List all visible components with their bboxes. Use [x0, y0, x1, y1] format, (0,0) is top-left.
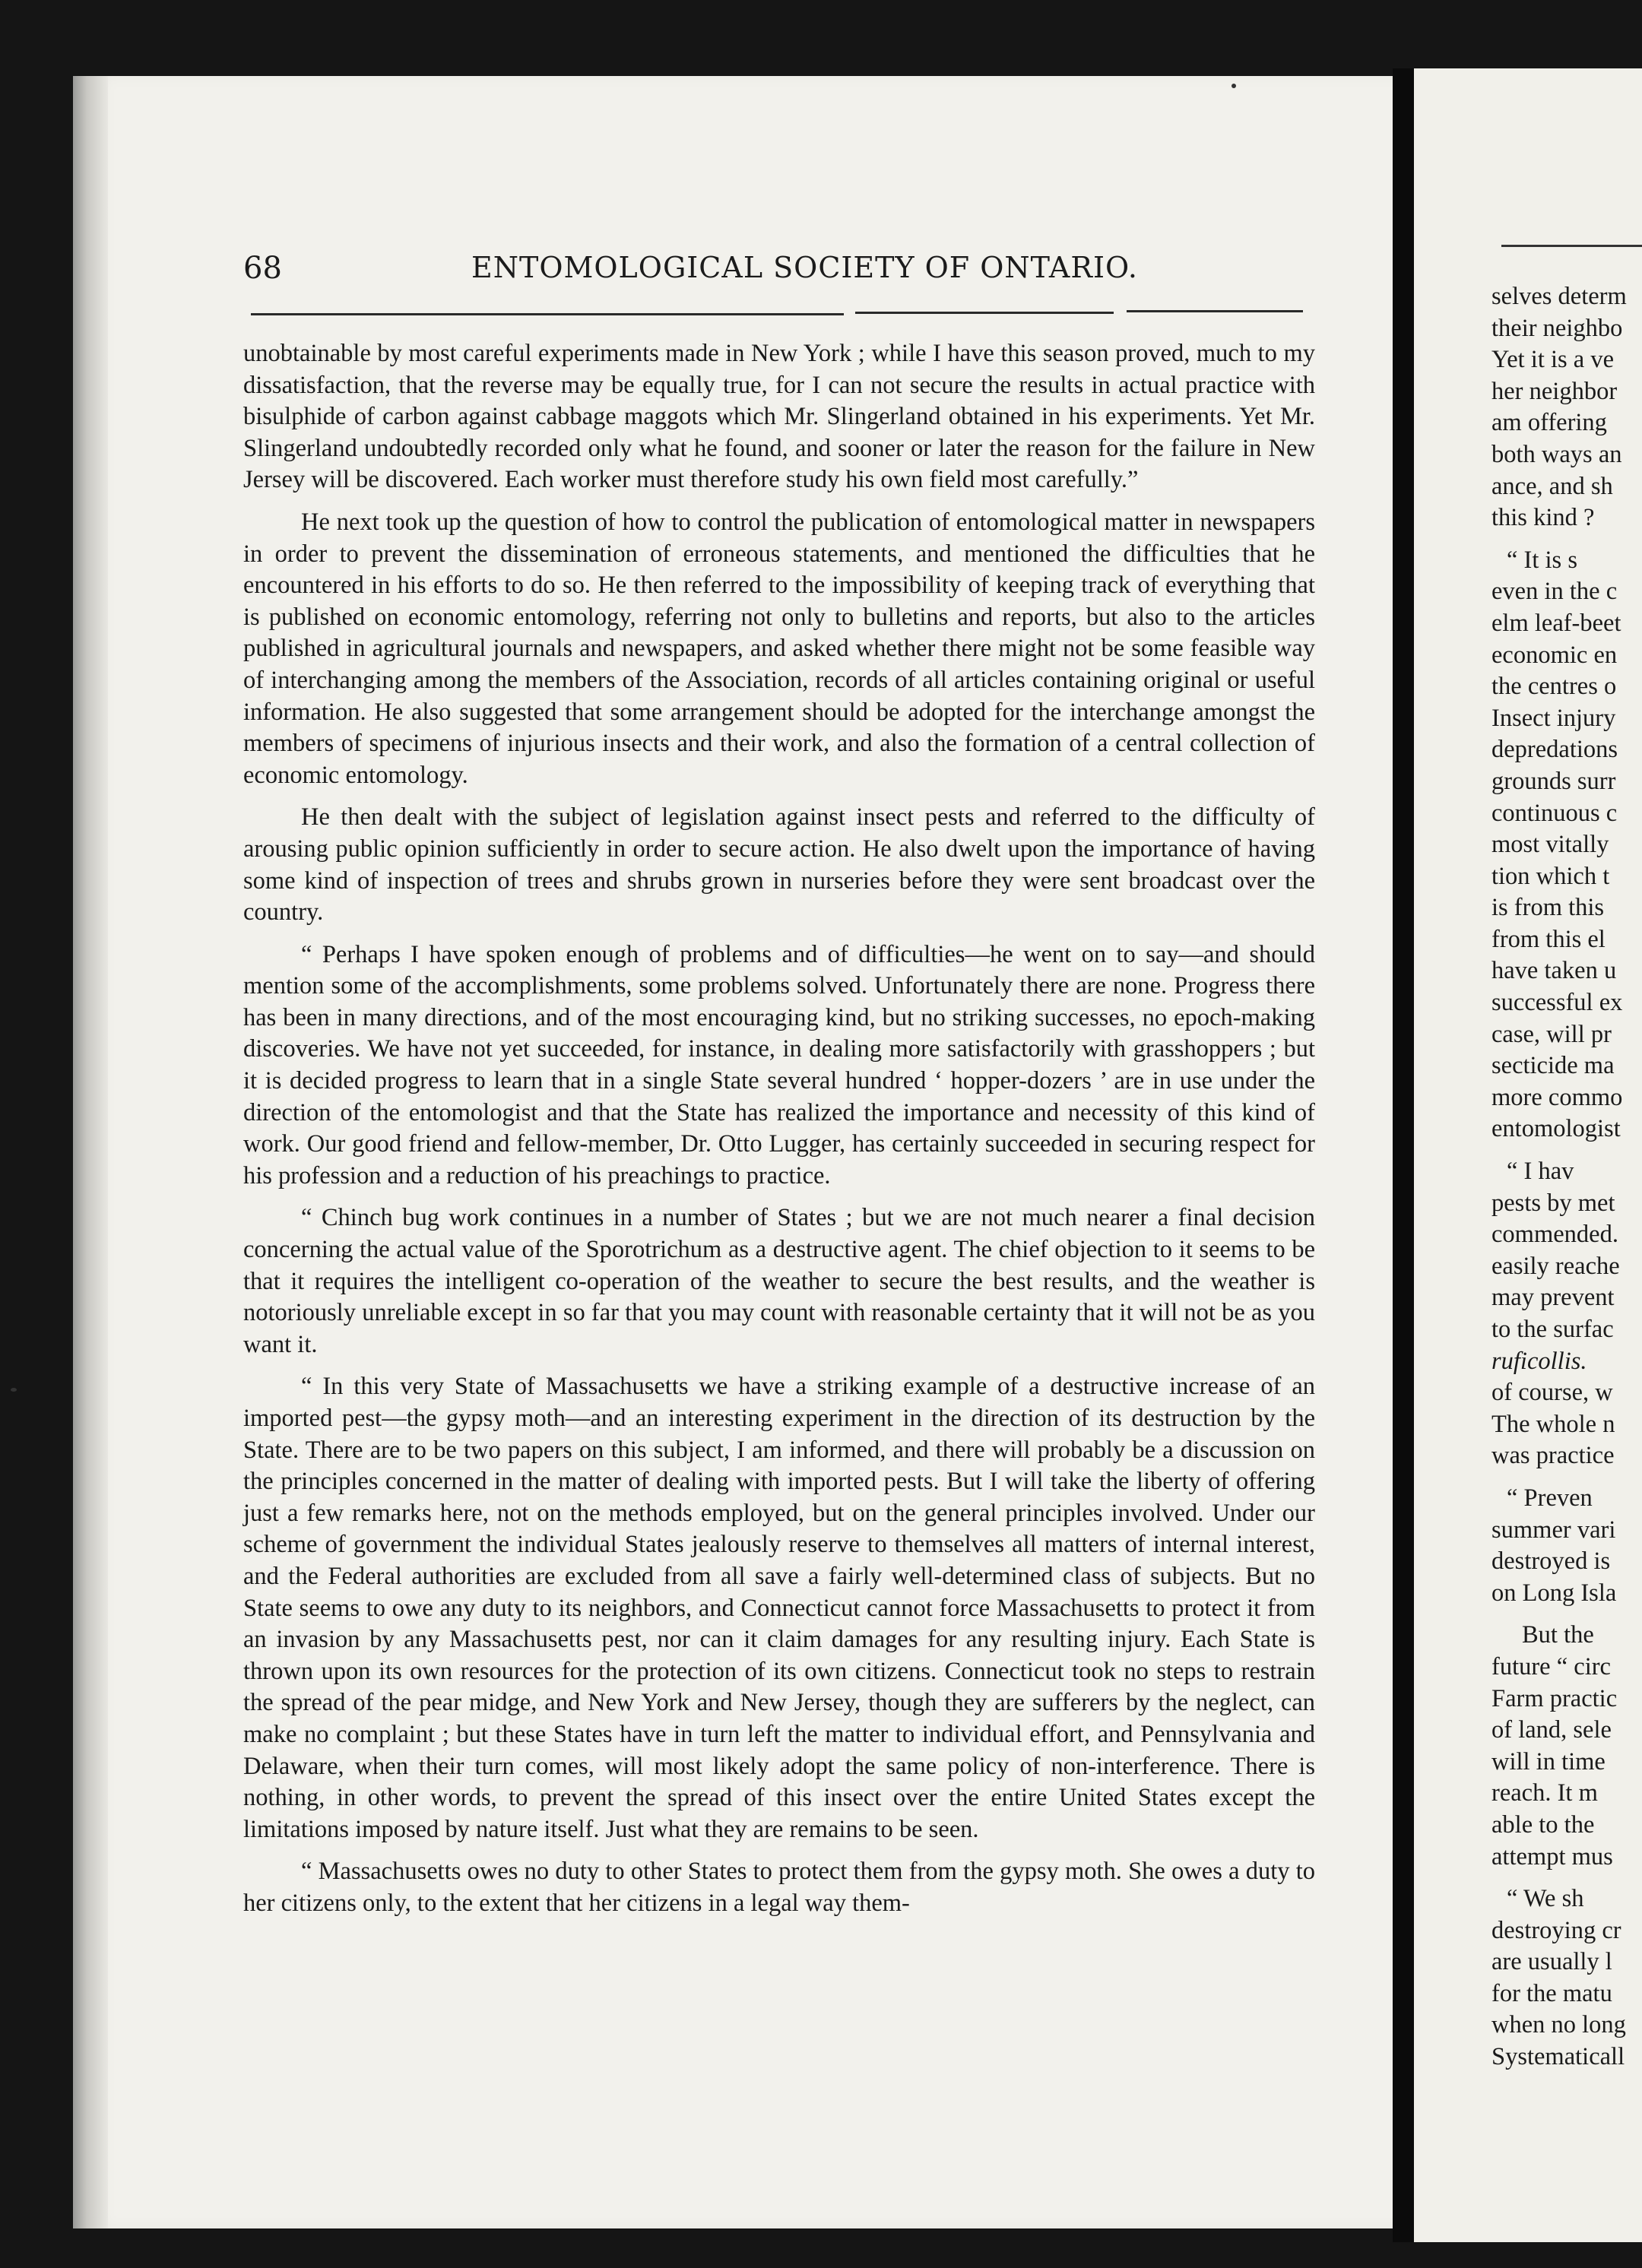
right-page-line: am offering — [1491, 409, 1607, 437]
right-page-line: entomologist — [1491, 1115, 1621, 1143]
right-page-line: have taken u — [1491, 957, 1617, 985]
right-page-line: Insect injury — [1491, 704, 1616, 732]
right-page-line: for the matu — [1491, 1979, 1612, 2007]
right-page-line: will in time — [1491, 1747, 1606, 1775]
right-page-header-rule — [1501, 245, 1642, 247]
book-gutter — [1393, 68, 1414, 2242]
right-page-line: more commo — [1491, 1083, 1623, 1111]
right-page-line: may prevent — [1491, 1284, 1615, 1312]
right-page-line: this kind ? — [1491, 504, 1595, 532]
page-edge-shadow — [73, 76, 108, 2228]
right-page-line: are usually l — [1491, 1948, 1612, 1976]
paragraph: unobtainable by most careful experiments made in New York ; while I have this season proved, much to my dissatisfaction, that the reverse may be equally true, for I can not secure the results in actual practice with bisulphide of carbon against cabbage maggots which Mr. Slingerland obtained in his experiments. Yet Mr. Slingerland undoubtedly recorded only what he found, and sooner or later the reason for the failure in New Jersey will be discovered. Each worker must therefore study his own field most carefully.” — [243, 340, 1315, 494]
right-page-line: attempt mus — [1491, 1842, 1613, 1870]
right-page-line: “ It is s — [1507, 546, 1577, 574]
right-page-line: “ I hav — [1507, 1158, 1574, 1186]
right-page-line: Farm practic — [1491, 1684, 1618, 1712]
paragraph: “ Perhaps I have spoken enough of problems and of difficulties—he went on to say—and should mention some of the accomplishments, some problems solved. Unfortunately there are none. Progress there has been in many directions, and of the most encouraging kind, but no striking successes, no epoch-making discoveries. We have not yet succeeded, for instance, in dealing more satisfactorily with grasshoppers ; but it is decided progress to learn that in a single State several hundred ‘ hopper-dozers ’ are in use under the direction of the entomologist and that the State has realized the importance and necessity of this kind of work. Our good friend and fellow-member, Dr. Otto Lugger, has certainly succeeded in securing respect for his profession and a reduction of his preachings to practice. — [243, 940, 1315, 1189]
right-page-line: But the — [1522, 1621, 1594, 1649]
right-page-line: is from this — [1491, 894, 1605, 922]
right-page-line: most vitally — [1491, 831, 1609, 859]
right-page-line: depredations — [1491, 736, 1618, 764]
right-page-line: tion which t — [1491, 862, 1610, 890]
right-page-line: easily reache — [1491, 1252, 1620, 1280]
right-page-line: selves determ — [1491, 283, 1627, 310]
right-page-line: successful ex — [1491, 989, 1623, 1017]
right-page-line: “ We sh — [1507, 1885, 1584, 1913]
right-page-line: pests by met — [1491, 1189, 1615, 1217]
paragraph: He next took up the question of how to control the publication of entomological matter in newspapers in order to prevent the dissemination of erroneous statements, and mentioned the difficulties that he encountered in his efforts to do so. He then referred to the impossibility of keeping track of everything that is published on economic entomology, referring not only to bulletins and reports, but also to the articles published in agricultural journals and newspapers, and asked whether there might not be some feasible way of interchanging among the members of the Association, records of all articles containing original or useful information. He also suggested that some arrangement should be adopted for the interchange amongst the members of specimens of injurious insects and their work, and also the formation of a central collection of economic entomology. — [243, 508, 1315, 789]
right-page-line: grounds surr — [1491, 767, 1616, 795]
header-rule-right — [1127, 310, 1303, 312]
dust-speck — [1232, 84, 1236, 88]
right-page-line: commended. — [1491, 1221, 1618, 1249]
right-page-line: ance, and sh — [1491, 472, 1613, 500]
right-page-line: economic en — [1491, 641, 1618, 669]
right-page-line: even in the c — [1491, 578, 1618, 606]
paragraph: “ Massachusetts owes no duty to other States to protect them from the gypsy moth. She owes a duty to her citizens only, to the extent that her citizens in a legal way them- — [243, 1858, 1315, 1917]
right-page-line: “ Preven — [1507, 1484, 1593, 1512]
header-rule-middle — [855, 312, 1114, 314]
right-page-line: secticide ma — [1491, 1052, 1615, 1080]
main-text-column — [243, 338, 1315, 1931]
right-page-line: able to the — [1491, 1810, 1595, 1839]
right-page-line: on Long Isla — [1491, 1579, 1617, 1607]
right-page-line: elm leaf-beet — [1491, 609, 1621, 637]
paragraph: “ Chinch bug work continues in a number of States ; but we are not much nearer a final decision concerning the actual value of the Sporotrichum as a destructive agent. The chief objection to it seems to be that it requires the intelligent co-operation of the weather to secure the best results, and the weather is notoriously unreliable except in so far that you may count with reasonable certainty that it will not be as you want it. — [243, 1204, 1315, 1358]
right-page-line: summer vari — [1491, 1516, 1616, 1544]
right-page-line: both ways an — [1491, 440, 1622, 468]
right-page-line: the centres o — [1491, 673, 1617, 701]
right-page-line: their neighbo — [1491, 314, 1623, 342]
right-page-line: ruficollis. — [1491, 1347, 1587, 1375]
right-page-line: of land, sele — [1491, 1716, 1612, 1744]
running-head: ENTOMOLOGICAL SOCIETY OF ONTARIO. — [471, 251, 1138, 284]
paragraph: He then dealt with the subject of legislation against insect pests and referred to the difficulty of arousing public opinion sufficiently in order to secure action. He also dwelt upon the importance of having some kind of inspection of trees and shrubs grown in nurseries before they were sent broadcast over the country. — [243, 803, 1315, 927]
right-page-line: her neighbor — [1491, 377, 1618, 405]
right-page-line: was practice — [1491, 1442, 1615, 1470]
right-page-line: to the surfac — [1491, 1316, 1614, 1343]
right-page-line: The whole n — [1491, 1410, 1615, 1438]
right-page-line: Systematicall — [1491, 2043, 1625, 2071]
page-number: 68 — [243, 251, 282, 286]
right-page-line: when no long — [1491, 2011, 1626, 2039]
right-page-line: from this el — [1491, 925, 1606, 953]
header-rule-left — [251, 313, 844, 315]
page-header — [243, 243, 1315, 289]
right-page-line: case, will pr — [1491, 1020, 1612, 1048]
right-page-line: destroyed is — [1491, 1547, 1611, 1576]
dust-speck — [11, 1388, 17, 1392]
right-page-line: reach. It m — [1491, 1779, 1598, 1807]
right-page-line: Yet it is a ve — [1491, 346, 1615, 374]
right-page-line: destroying cr — [1491, 1916, 1621, 1944]
paragraph: “ In this very State of Massachusetts we have a striking example of a destructive increase of an imported pest—the gypsy moth—and an interesting experiment in the direction of its destruction by the State. There are to be two papers on this subject, I am informed, and there will probably be a discussion on the principles concerned in the matter of dealing with imported pests. But I will take the liberty of offering just a few remarks here, not on the methods employed, but on the general principles involved. Under our scheme of government the individual States jealously reserve to themselves all matters of internal interest, and the Federal authorities are excluded from all save a fairly well-determined class of subjects. But no State seems to owe any duty to its neighbors, and Connecticut cannot force Massachusetts to protect it from an invasion by any Massachusetts pest, nor can it claim damages for any resulting injury. Each State is thrown upon its own resources for the protection of its own citizens. Connecticut took no steps to restrain the spread of the pear midge, and New York and New Jersey, though they are sufferers by the neglect, can make no complaint ; but these States have in turn left the matter to individual effort, and Pennsylvania and Delaware, when their turn comes, will most likely adopt the same policy of non-interference. There is nothing, in other words, to prevent the spread of this insect over the entire United States except the limitations imposed by nature itself. Just what they are remains to be seen. — [243, 1373, 1315, 1843]
right-page-line: future “ circ — [1491, 1652, 1611, 1680]
right-page-line: continuous c — [1491, 799, 1618, 827]
right-page-line: of course, w — [1491, 1379, 1613, 1407]
right-page-text-fragments — [1491, 281, 1642, 2073]
